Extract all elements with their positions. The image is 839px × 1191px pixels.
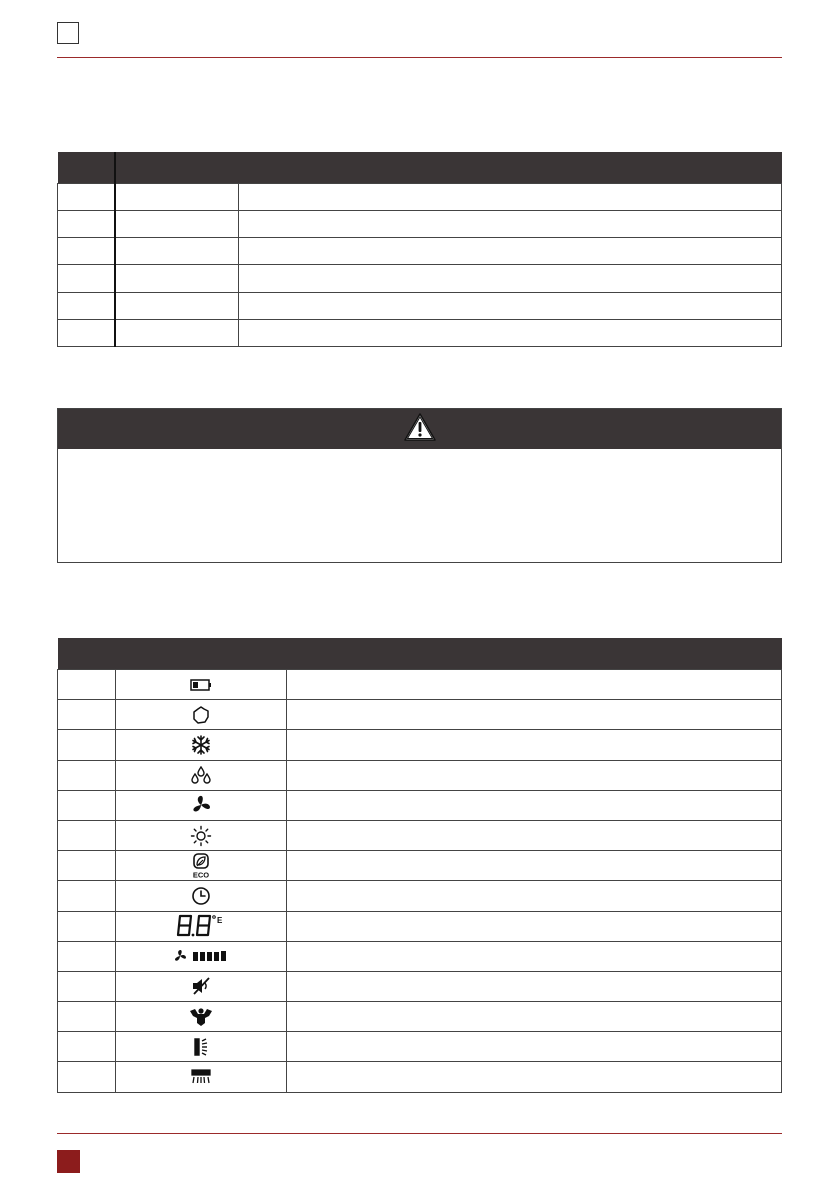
vertical-swing-icon xyxy=(116,1036,286,1058)
row-description xyxy=(287,941,782,971)
table-cell xyxy=(239,265,782,292)
row-description xyxy=(287,760,782,790)
table-cell xyxy=(239,183,782,210)
table-cell xyxy=(58,292,115,319)
table-row xyxy=(58,911,782,941)
table-cell xyxy=(115,292,239,319)
mute-icon xyxy=(116,976,286,996)
top-divider xyxy=(57,57,782,58)
warning-triangle-icon xyxy=(403,412,437,447)
row-number xyxy=(58,1002,116,1032)
table-row xyxy=(58,1032,782,1062)
row-description xyxy=(287,851,782,881)
temperature-display-icon xyxy=(116,914,286,938)
bottom-divider xyxy=(57,1133,782,1134)
eco-leaf-icon xyxy=(116,853,286,879)
column-header-number xyxy=(58,152,115,183)
row-description xyxy=(287,670,782,700)
table-cell xyxy=(58,238,115,265)
table-row xyxy=(58,851,782,881)
row-number xyxy=(58,851,116,881)
table-cell xyxy=(58,210,115,237)
table-row xyxy=(58,730,782,760)
table-row xyxy=(58,760,782,790)
row-description xyxy=(287,790,782,820)
row-number xyxy=(58,1032,116,1062)
table-row xyxy=(58,700,782,730)
icon-table xyxy=(57,638,782,1093)
table-cell xyxy=(115,238,239,265)
table-row xyxy=(58,670,782,700)
table-row xyxy=(58,319,782,346)
table-cell xyxy=(58,319,115,346)
column-header-number xyxy=(58,638,116,670)
table-cell xyxy=(58,183,115,210)
row-number xyxy=(58,670,116,700)
row-number xyxy=(58,971,116,1001)
row-description xyxy=(287,700,782,730)
row-description xyxy=(287,730,782,760)
svg-text:E: E xyxy=(217,916,223,926)
row-number xyxy=(58,730,116,760)
table-cell xyxy=(239,292,782,319)
fan-speed-icon xyxy=(116,948,286,964)
table-cell xyxy=(239,238,782,265)
column-header-description xyxy=(287,638,782,670)
table-row xyxy=(58,265,782,292)
table-cell xyxy=(239,319,782,346)
row-description xyxy=(287,971,782,1001)
row-number xyxy=(58,820,116,850)
table-row xyxy=(58,183,782,210)
row-number xyxy=(58,941,116,971)
drops-icon xyxy=(116,766,286,784)
table-row xyxy=(58,790,782,820)
column-header-icon xyxy=(116,638,287,670)
row-description xyxy=(287,820,782,850)
clock-icon xyxy=(116,886,286,906)
warning-header xyxy=(58,409,781,449)
auto-mode-icon xyxy=(116,705,286,725)
row-description xyxy=(287,1002,782,1032)
row-number xyxy=(58,790,116,820)
table-cell xyxy=(239,210,782,237)
table-row xyxy=(58,210,782,237)
column-header-name xyxy=(115,152,239,183)
table-cell xyxy=(115,183,239,210)
table-row xyxy=(58,881,782,911)
fan-icon xyxy=(116,794,286,816)
row-number xyxy=(58,700,116,730)
table-row xyxy=(58,820,782,850)
row-number xyxy=(58,1062,116,1092)
table-row xyxy=(58,971,782,1001)
table-row xyxy=(58,292,782,319)
row-description xyxy=(287,911,782,941)
battery-icon xyxy=(116,679,286,691)
table-row xyxy=(58,1002,782,1032)
row-description xyxy=(287,1032,782,1062)
sun-icon xyxy=(116,825,286,847)
table-row xyxy=(58,941,782,971)
table-header-row xyxy=(58,152,782,183)
horizontal-swing-icon xyxy=(116,1068,286,1086)
page-accent-square xyxy=(57,1150,80,1173)
table-cell xyxy=(115,265,239,292)
snowflake-icon xyxy=(116,734,286,756)
table-cell xyxy=(115,319,239,346)
parts-table xyxy=(57,152,782,347)
svg-text:ECO: ECO xyxy=(192,870,210,879)
row-number xyxy=(58,881,116,911)
row-number xyxy=(58,911,116,941)
turbo-icon xyxy=(116,1007,286,1027)
table-cell xyxy=(115,210,239,237)
table-row xyxy=(58,1062,782,1092)
row-description xyxy=(287,1062,782,1092)
row-description xyxy=(287,881,782,911)
column-header-description xyxy=(239,152,782,183)
row-number xyxy=(58,760,116,790)
table-header-row xyxy=(58,638,782,670)
table-cell xyxy=(58,265,115,292)
table-row xyxy=(58,238,782,265)
page-marker-box xyxy=(57,22,79,44)
warning-box xyxy=(57,408,782,563)
